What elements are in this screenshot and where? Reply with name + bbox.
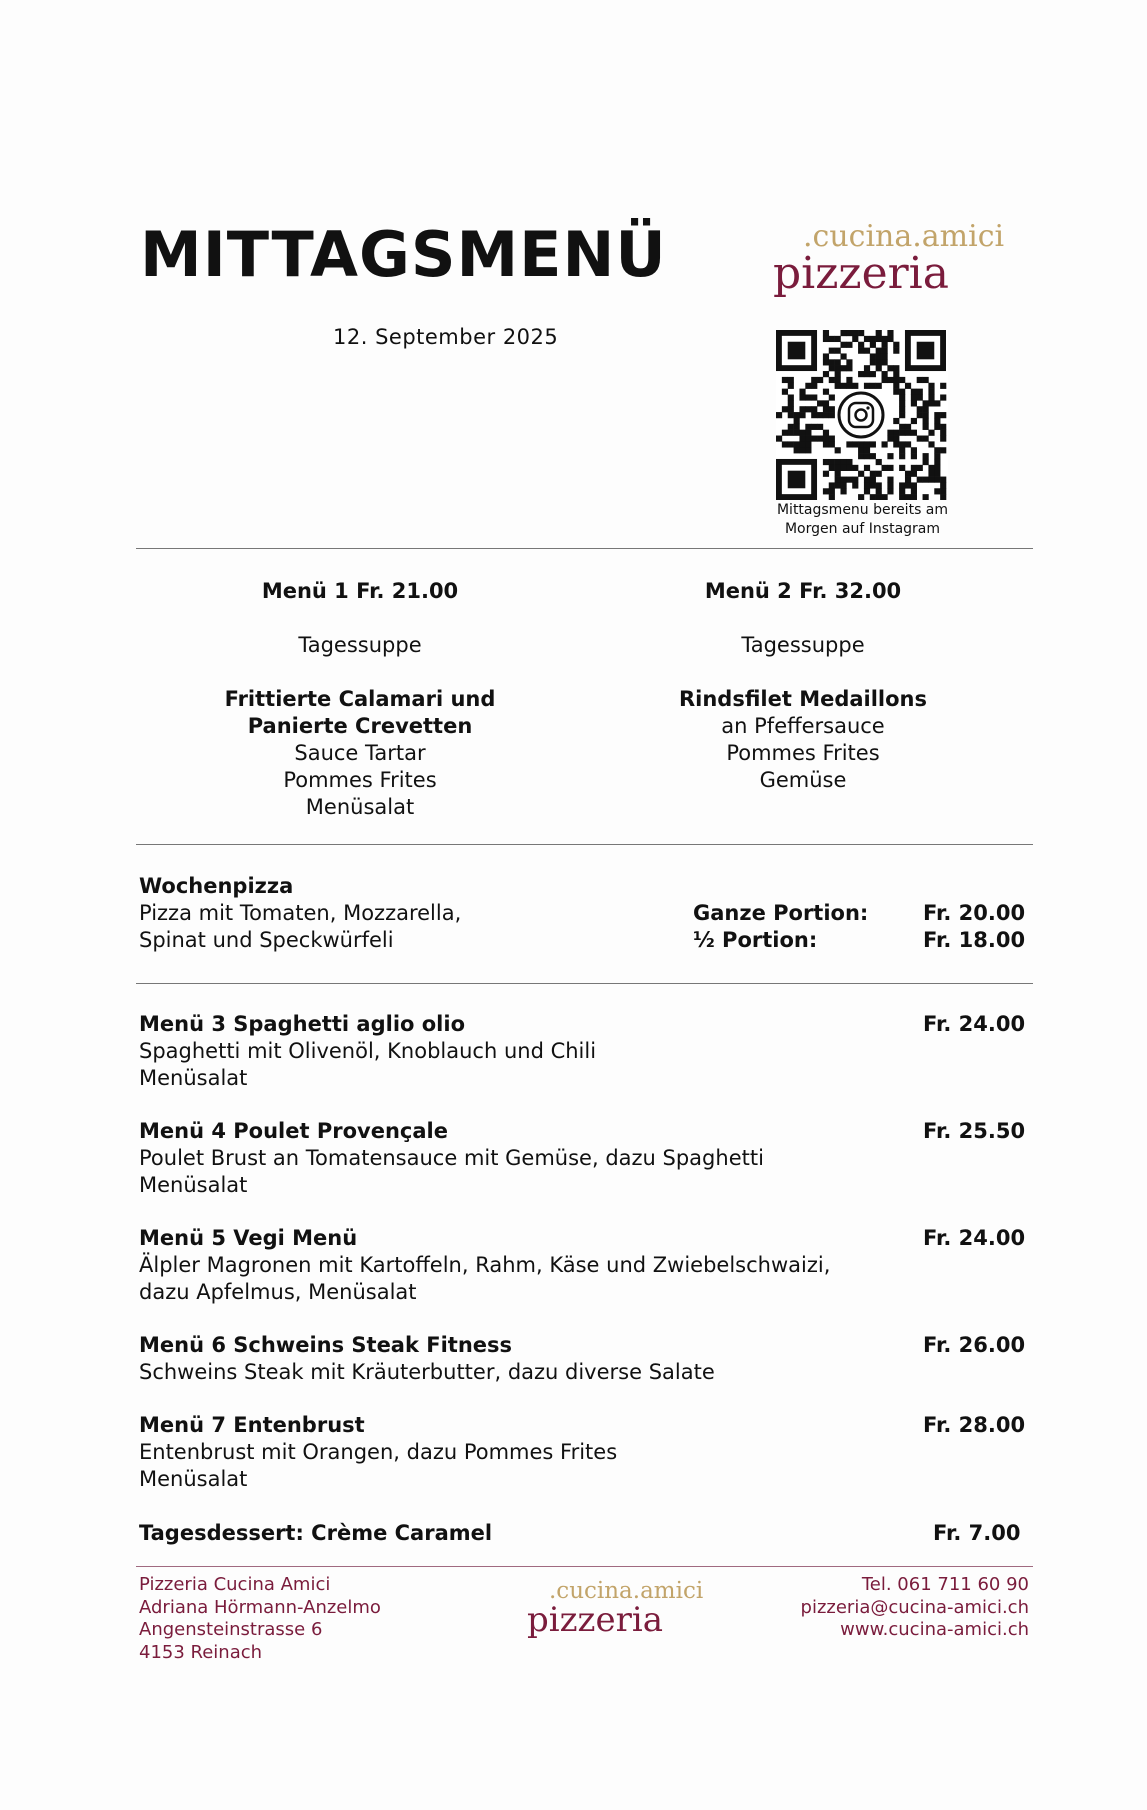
menu1-dish-line1: Frittierte Calamari und (224, 687, 496, 711)
menu-item-price: Fr. 26.00 (923, 1333, 1026, 1357)
menu-item-price: Fr. 24.00 (923, 1012, 1026, 1036)
footer-contact (801, 1574, 1029, 1642)
dessert-price: Fr. 7.00 (933, 1521, 1021, 1545)
footer-address-line: Angensteinstrasse 6 (139, 1619, 323, 1640)
wochenpizza-desc-line2: Spinat und Speckwürfeli (139, 928, 394, 952)
wochenpizza-desc-line1: Pizza mit Tomaten, Mozzarella, (139, 901, 462, 925)
wochenpizza-title: Wochenpizza (139, 874, 294, 898)
wochenpizza-block (139, 873, 461, 954)
menu-item (139, 1011, 596, 1092)
logo-bottom-text: pizzeria (773, 248, 949, 299)
footer-address (139, 1574, 381, 1664)
menu-item-price: Fr. 28.00 (923, 1413, 1026, 1437)
menu-item-desc: Älpler Magronen mit Kartoffeln, Rahm, Käse und Zwiebelschwaizi, (139, 1253, 831, 1277)
footer-address-line: Adriana Hörmann-Anzelmo (139, 1596, 381, 1618)
menu-item-title: Menü 4 Poulet Provençale (139, 1119, 448, 1143)
menu-item-desc: Menüsalat (139, 1173, 248, 1197)
menu-item-desc: Poulet Brust an Tomatensauce mit Gemüse, dazu Spaghetti (139, 1146, 764, 1170)
footer-divider (136, 1566, 1033, 1567)
menu2-side: Gemüse (759, 768, 847, 792)
menu-item-desc: Menüsalat (139, 1467, 248, 1491)
menu2-side: an Pfeffersauce (721, 714, 885, 738)
footer-website-link[interactable]: www.cucina-amici.ch (840, 1619, 1029, 1640)
menu1-side: Menüsalat (305, 795, 415, 819)
wochenpizza-half-price: Fr. 18.00 (923, 928, 1026, 952)
footer-address-line: Pizzeria Cucina Amici (139, 1574, 331, 1595)
wochenpizza-full-label: Ganze Portion: (693, 901, 869, 925)
menu-item (139, 1412, 617, 1493)
menu1-dish-line2: Panierte Crevetten (247, 714, 473, 738)
menu-item-title: Menü 5 Vegi Menü (139, 1226, 358, 1250)
instagram-icon (839, 393, 883, 437)
qr-caption-line2: Morgen auf Instagram (784, 521, 941, 537)
menu-item-title: Menü 3 Spaghetti aglio olio (139, 1012, 466, 1036)
menu2-column (608, 578, 998, 794)
instagram-qr-code[interactable] (776, 330, 948, 500)
menu1-column (165, 578, 555, 821)
footer-phone: Tel. 061 711 60 90 (861, 1574, 1029, 1595)
menu1-soup: Tagessuppe (298, 633, 422, 657)
menu-item (139, 1332, 715, 1386)
menu-item (139, 1225, 830, 1306)
footer-logo-bottom-text: pizzeria (527, 1600, 663, 1640)
menu1-side: Sauce Tartar (294, 741, 426, 765)
qr-caption-line1: Mittagsmenu bereits am (776, 502, 949, 518)
menu1-title: Menü 1 Fr. 21.00 (261, 579, 459, 603)
menu-item-desc: Menüsalat (139, 1066, 248, 1090)
menu-item-title: Menü 7 Entenbrust (139, 1413, 365, 1437)
wochenpizza-half-label: ½ Portion: (693, 928, 818, 952)
divider (136, 548, 1033, 549)
menu-item-desc: dazu Apfelmus, Menüsalat (139, 1280, 417, 1304)
menu-item-desc: Spaghetti mit Olivenöl, Knoblauch und Chili (139, 1039, 597, 1063)
menu2-title: Menü 2 Fr. 32.00 (704, 579, 902, 603)
menu2-soup: Tagessuppe (741, 633, 865, 657)
menu1-side: Pommes Frites (283, 768, 437, 792)
page-title: MITTAGSMENÜ (140, 218, 667, 291)
menu-date: 12. September 2025 (333, 325, 559, 349)
menu2-dish: Rindsfilet Medaillons (678, 687, 928, 711)
menu-item (139, 1118, 764, 1199)
footer-address-line: 4153 Reinach (139, 1641, 263, 1663)
divider (136, 844, 1033, 845)
menu-item-title: Menü 6 Schweins Steak Fitness (139, 1333, 513, 1357)
footer-logo (527, 1578, 704, 1640)
menu-item-desc: Schweins Steak mit Kräuterbutter, dazu diverse Salate (139, 1360, 715, 1384)
wochenpizza-full-price: Fr. 20.00 (923, 901, 1026, 925)
divider (136, 983, 1033, 984)
menu2-side: Pommes Frites (726, 741, 880, 765)
menu-item-price: Fr. 24.00 (923, 1226, 1026, 1250)
qr-code-graphic (776, 330, 948, 500)
restaurant-logo (773, 219, 1005, 299)
menu-item-price: Fr. 25.50 (923, 1119, 1026, 1143)
qr-caption (770, 501, 955, 539)
footer-email-link[interactable]: pizzeria@cucina-amici.ch (800, 1596, 1029, 1618)
footer-logo-top-text: .cucina.amici (549, 1578, 704, 1604)
logo-top-text: .cucina.amici (803, 219, 1005, 254)
dessert-title: Tagesdessert: Crème Caramel (139, 1521, 493, 1545)
menu-item-desc: Entenbrust mit Orangen, dazu Pommes Frites (139, 1440, 618, 1464)
